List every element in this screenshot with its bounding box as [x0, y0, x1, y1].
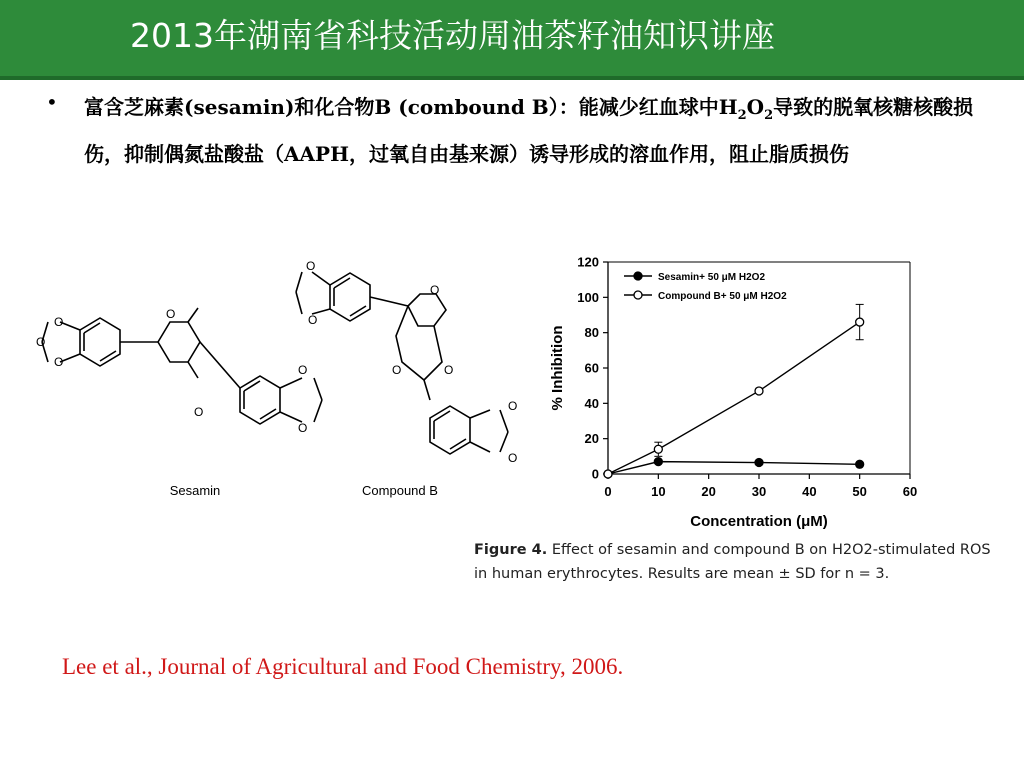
data-point: [755, 387, 763, 395]
x-tick-label: 40: [802, 484, 817, 499]
series-line-0: [608, 462, 860, 474]
x-tick-label: 50: [852, 484, 867, 499]
oxygen-label: O: [298, 363, 308, 377]
y-tick-label: 0: [591, 466, 599, 482]
data-point: [856, 318, 864, 326]
legend-marker: [634, 291, 642, 299]
x-tick-label: 30: [751, 484, 767, 499]
oxygen-label: O: [36, 335, 46, 349]
oxygen-label: O: [306, 259, 316, 273]
bullet-segment: 导致的脱氧核糖核酸损伤，抑制偶氮盐酸盐（AAPH，过氧自由基来源）诱导形成的溶血作用，阻止脂质损伤: [84, 95, 974, 166]
compound-b-structure: [296, 272, 508, 454]
oxygen-label: O: [430, 283, 440, 297]
inhibition-chart: [540, 248, 930, 538]
subscript: 2: [764, 108, 774, 123]
y-tick-label: 40: [584, 395, 599, 411]
legend-marker: [634, 272, 642, 280]
bullet-segment: 富含芝麻素(sesamin)和化合物B (combound B）：能减少红血球中H: [84, 95, 738, 119]
y-tick-label: 80: [584, 325, 599, 341]
y-axis-label: % Inhibition: [549, 325, 566, 411]
x-tick-label: 10: [651, 484, 666, 499]
data-point: [856, 460, 864, 468]
slide-header: [0, 0, 1024, 80]
series-layer: [604, 304, 864, 478]
y-tick-label: 20: [584, 431, 599, 447]
y-tick-label: 120: [577, 254, 599, 270]
data-point: [604, 470, 612, 478]
x-axis-label: Concentration (μM): [690, 513, 828, 530]
oxygen-label: O: [508, 451, 518, 465]
oxygen-label: O: [298, 421, 308, 435]
data-point: [654, 458, 662, 466]
data-point: [654, 445, 662, 453]
chemical-structures: [30, 250, 530, 510]
y-tick-label: 100: [577, 289, 599, 305]
legend-label: Sesamin+ 50 μM H2O2: [658, 272, 766, 283]
oxygen-label: O: [444, 363, 454, 377]
sesamin-structure: [42, 308, 322, 424]
oxygen-label: O: [308, 313, 318, 327]
x-tick-label: 60: [902, 484, 918, 499]
compound-b-label: Compound B: [362, 483, 438, 498]
bullet-marker: •: [46, 90, 58, 114]
figure-label: Figure 4.: [474, 542, 548, 558]
x-tick-label: 20: [701, 484, 716, 499]
sesamin-label: Sesamin: [169, 483, 221, 498]
caption-line-2: in human erythrocytes. Results are mean ± SD for n = 3.: [474, 566, 890, 582]
figure-caption: [474, 538, 1014, 586]
caption-line-1: Effect of sesamin and compound B on H2O2-stimulated ROS: [551, 542, 991, 558]
y-tick-label: 60: [584, 360, 599, 376]
oxygen-label: O: [508, 399, 518, 413]
slide-title: 2013年湖南省科技活动周油茶籽油知识讲座: [130, 16, 775, 55]
legend: [624, 272, 787, 302]
legend-label: Compound B+ 50 μM H2O2: [658, 291, 787, 302]
x-tick-label: 0: [604, 484, 612, 499]
subscript: 2: [737, 108, 747, 123]
oxygen-label: O: [54, 315, 64, 329]
series-line-1: [608, 322, 860, 474]
bullet-text: [84, 88, 976, 173]
oxygen-label: O: [54, 355, 64, 369]
data-point: [755, 459, 763, 467]
bullet-point: [46, 88, 976, 173]
bullet-segment: O: [746, 95, 765, 119]
citation: Lee et al., Journal of Agricultural and Food Chemistry, 2006.: [62, 654, 624, 679]
oxygen-label: O: [392, 363, 402, 377]
oxygen-label: O: [166, 307, 176, 321]
oxygen-label: O: [194, 405, 204, 419]
